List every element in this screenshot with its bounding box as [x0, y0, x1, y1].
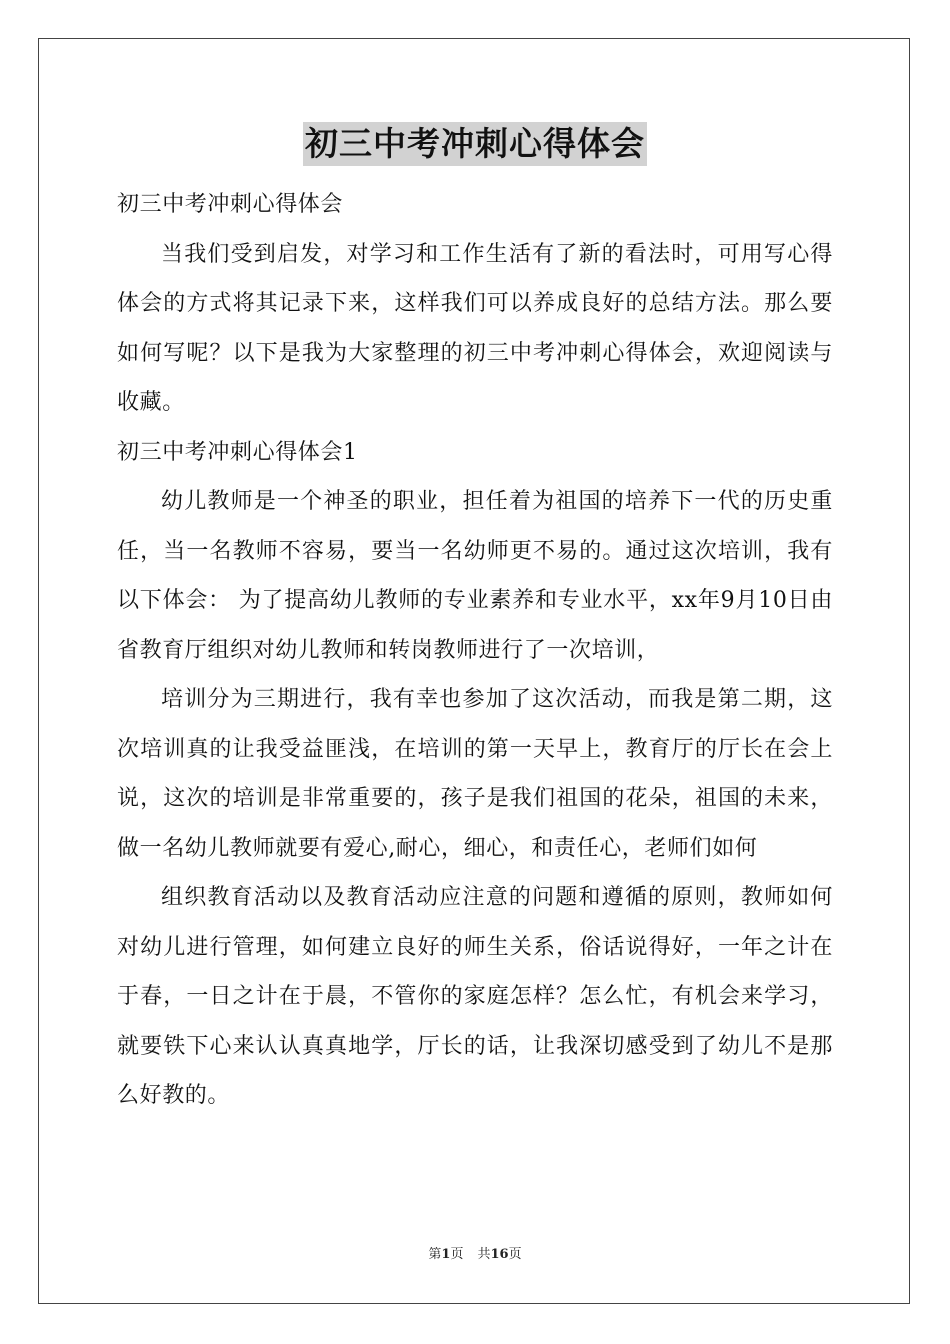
document-body	[117, 180, 833, 1121]
document-title: 初三中考冲刺心得体会	[303, 122, 647, 166]
paragraph: 培训分为三期进行，我有幸也参加了这次活动，而我是第二期，这次培训真的让我受益匪浅，在培训的第一天早上，教育厅的厅长在会上说，这次的培训是非常重要的，孩子是我们祖国的花朵，祖国的未来，做一名幼儿教师就要有爱心,耐心，细心，和责任心，老师们如何	[117, 687, 833, 861]
title-container	[0, 122, 950, 166]
current-page-number: 1	[441, 1247, 451, 1262]
total-suffix: 页	[508, 1247, 522, 1262]
page-suffix: 页	[450, 1247, 464, 1262]
paragraph: 当我们受到启发，对学习和工作生活有了新的看法时，可用写心得体会的方式将其记录下来，这样我们可以养成良好的总结方法。那么要如何写呢？以下是我为大家整理的初三中考冲刺心得体会，欢迎阅读与收藏。	[117, 241, 833, 415]
page-prefix: 第	[428, 1247, 442, 1262]
section-heading: 初三中考冲刺心得体会1	[117, 439, 358, 465]
total-prefix: 共	[477, 1247, 491, 1262]
paragraph: 组织教育活动以及教育活动应注意的问题和遵循的原则，教师如何对幼儿进行管理，如何建立良好的师生关系，俗话说得好，一年之计在于春，一日之计在于晨，不管你的家庭怎样？怎么忙，有机会来学习，就要铁下心来认认真真地学，厅长的话，让我深切感受到了幼儿不是那么好教的。	[117, 885, 833, 1108]
total-page-count: 16	[490, 1247, 509, 1262]
paragraph: 幼儿教师是一个神圣的职业，担任着为祖国的培养下一代的历史重任，当一名教师不容易，要当一名幼师更不易的。通过这次培训，我有以下体会： 为了提高幼儿教师的专业素养和专业水平，xx年9月10日由省教育厅组织对幼儿教师和转岗教师进行了一次培训，	[117, 489, 833, 663]
section-heading: 初三中考冲刺心得体会	[117, 192, 344, 217]
page-footer	[0, 1246, 950, 1264]
